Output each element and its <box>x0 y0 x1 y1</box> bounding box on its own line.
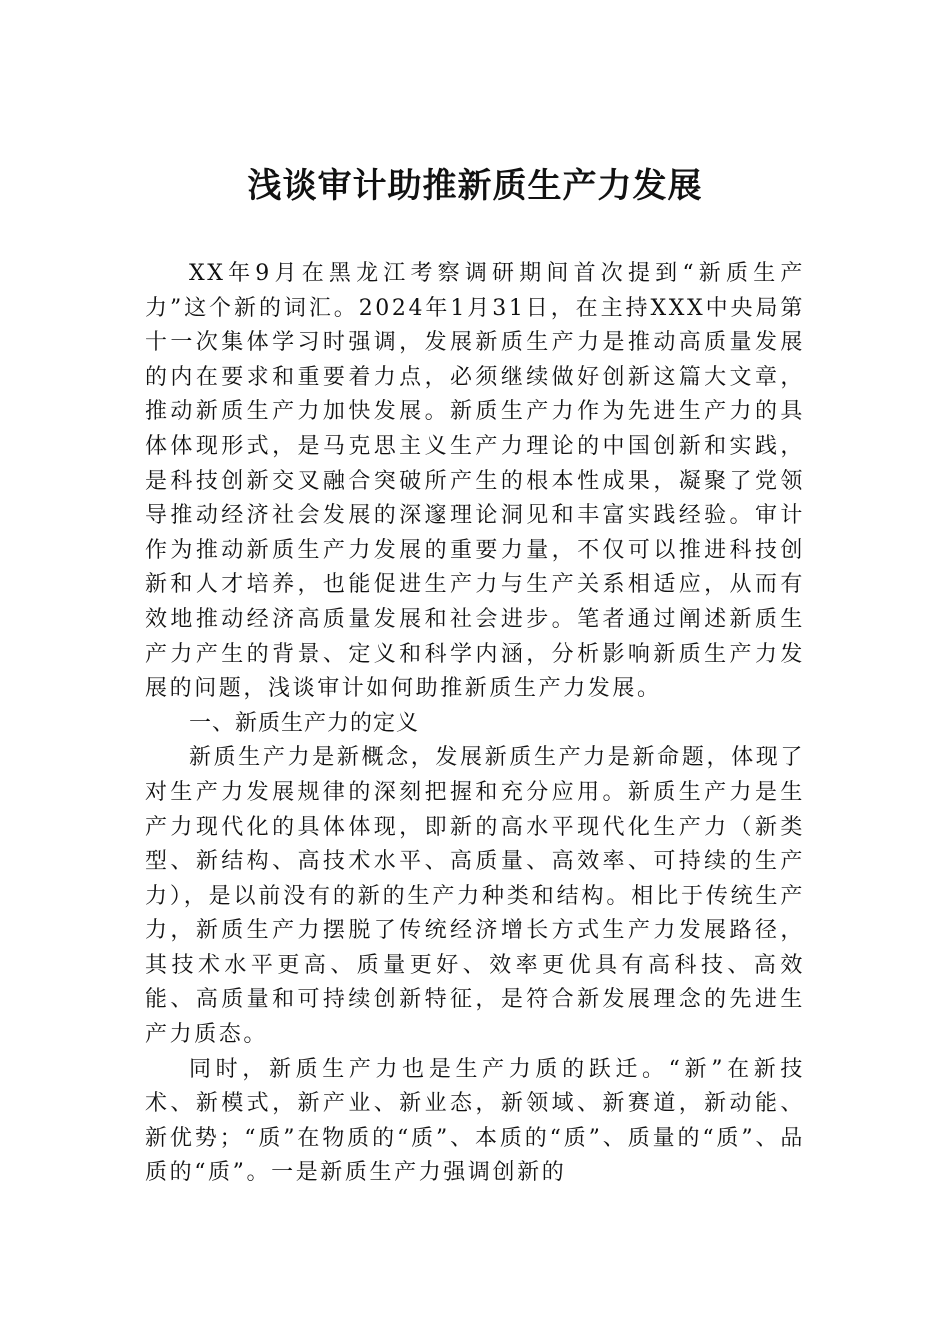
document-title: 浅谈审计助推新质生产力发展 <box>247 166 703 206</box>
section-heading: 一、新质生产力的定义 <box>189 710 420 736</box>
intro-paragraph: XX年9月在黑龙江考察调研期间首次提到“新质生产力”这个新的词汇。2024年1月31日，在主持XXX中央局第十一次集体学习时强调，发展新质生产力是推动高质量发展的内在要求和重要着力点，必须继续做好创新这篇大文章，推动新质生产力加快发展。新质生产力作为先进生产力的具体体现形式，是马克思主义生产力理论的中国创新和实践，是科技创新交叉融合突破所产生的根本性成果，凝聚了党领导推动经济社会发展的深邃理论洞见和丰富实践经验。审计作为推动新质生产力发展的重要力量，不仅可以推进科技创新和人才培养，也能促进生产力与生产关系相适应，从而有效地推动经济高质量发展和社会进步。笔者通过阐述新质生产力产生的背景、定义和科学内涵，分析影响新质生产力发展的问题，浅谈审计如何助推新质生产力发展。 <box>145 261 805 702</box>
definition-paragraph: 新质生产力是新概念，发展新质生产力是新命题，体现了对生产力发展规律的深刻把握和充分应用。新质生产力是生产力现代化的具体体现，即新的高水平现代化生产力（新类型、新结构、高技术水平、高质量、高效率、可持续的生产力），是以前没有的新的生产力种类和结构。相比于传统生产力，新质生产力摆脱了传统经济增长方式生产力发展路径，其技术水平更高、质量更好、效率更优具有高科技、高效能、高质量和可持续创新特征，是符合新发展理念的先进生产力质态。 <box>145 745 805 1048</box>
leap-paragraph: 同时，新质生产力也是生产力质的跃迁。“新”在新技术、新模式，新产业、新业态，新领域、新赛道，新动能、新优势；“质”在物质的“质”、本质的“质”、质量的“质”、品质的“质”。一是新质生产力强调创新的 <box>145 1056 805 1186</box>
document-body <box>145 257 805 1191</box>
